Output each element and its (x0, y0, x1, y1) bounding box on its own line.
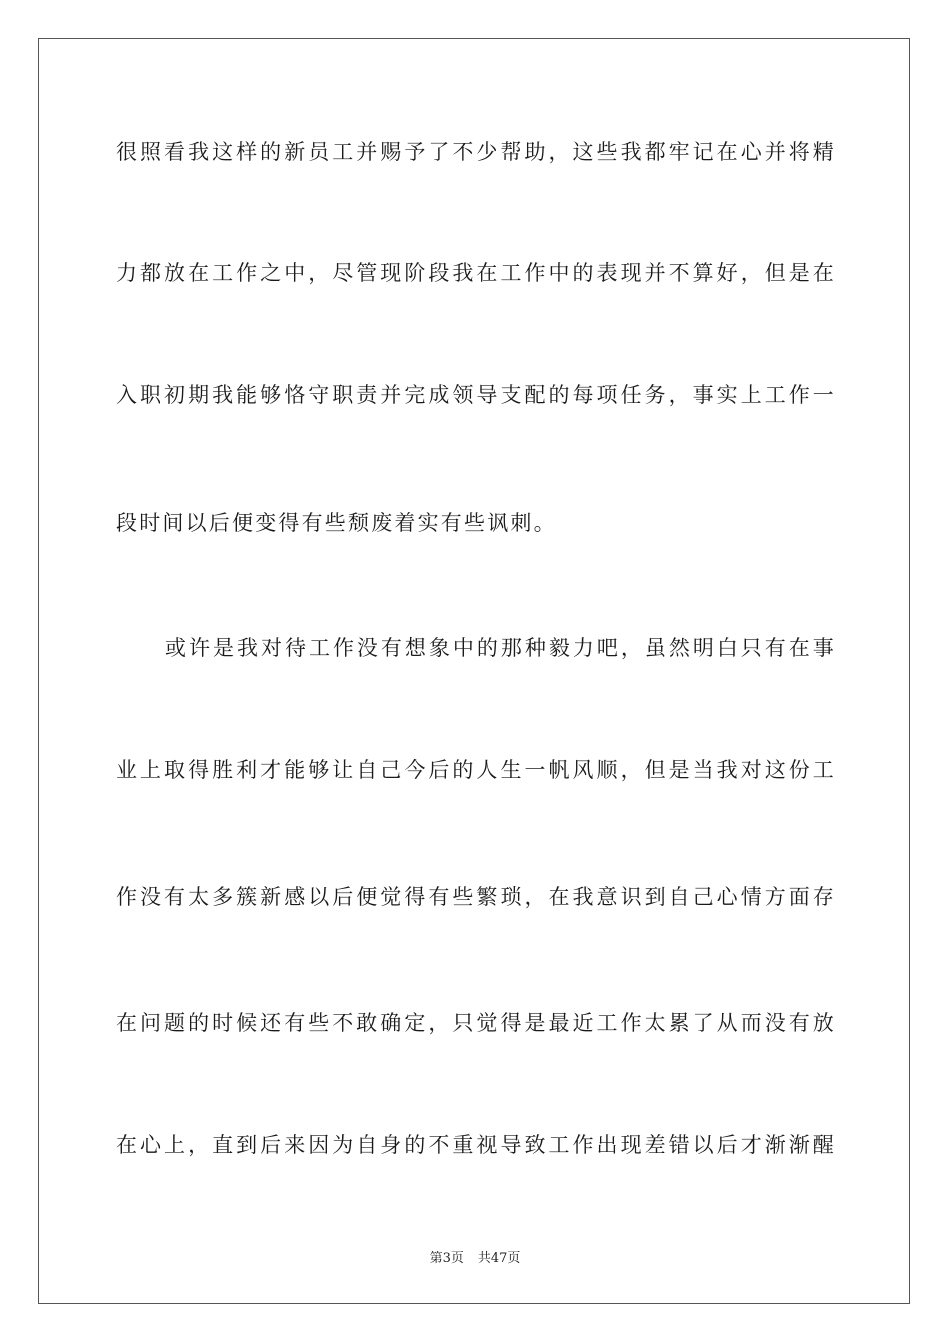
page-border (38, 38, 910, 1304)
paragraph-line: 入职初期我能够恪守职责并完成领导支配的每项任务，事实上工作一 (116, 383, 836, 407)
paragraph-line: 作没有太多簇新感以后便觉得有些繁琐，在我意识到自己心情方面存 (116, 885, 836, 909)
paragraph-line: 在问题的时候还有些不敢确定，只觉得是最近工作太累了从而没有放 (116, 1011, 836, 1035)
page-total: 共47页 (477, 1251, 521, 1266)
paragraph-line: 段时间以后便变得有些颓废着实有些讽刺。 (116, 511, 557, 535)
paragraph-line: 很照看我这样的新员工并赐予了不少帮助，这些我都牢记在心并将精 (116, 140, 836, 164)
page-number: 第3页 (429, 1251, 464, 1266)
paragraph-line-indented: 或许是我对待工作没有想象中的那种毅力吧，虽然明白只有在事 (165, 636, 836, 660)
paragraph-line: 业上取得胜利才能够让自己今后的人生一帆风顺，但是当我对这份工 (116, 758, 836, 782)
paragraph-line: 力都放在工作之中，尽管现阶段我在工作中的表现并不算好，但是在 (116, 261, 836, 285)
page-footer (0, 1247, 950, 1266)
paragraph-line: 在心上，直到后来因为自身的不重视导致工作出现差错以后才渐渐醒 (116, 1133, 836, 1157)
